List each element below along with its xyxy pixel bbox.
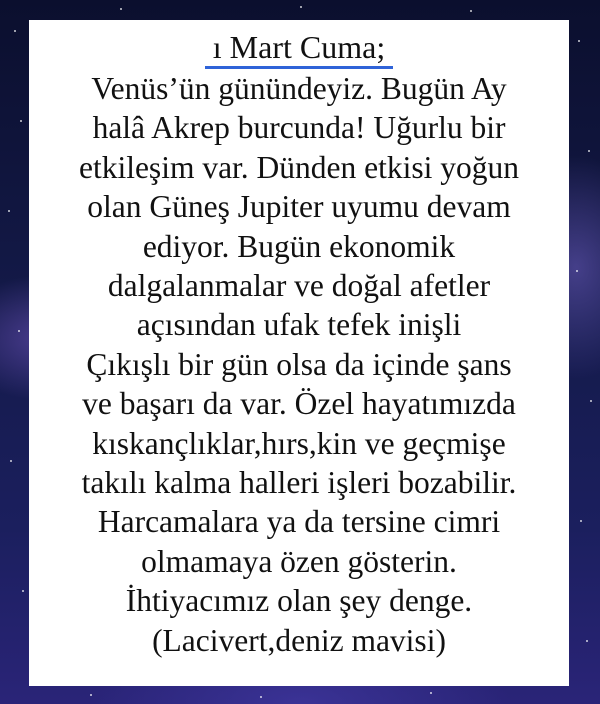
- star: [590, 400, 592, 402]
- star: [578, 40, 580, 42]
- star: [588, 150, 590, 152]
- text-line: Harcamalara ya da tersine cimri: [97, 504, 501, 540]
- star: [18, 330, 20, 332]
- star: [8, 210, 10, 212]
- text-line: (Lacivert,deniz mavisi): [152, 622, 446, 658]
- star: [430, 692, 432, 694]
- star: [300, 6, 302, 8]
- star: [20, 120, 22, 122]
- star: [90, 694, 92, 696]
- star: [14, 30, 16, 32]
- text-line: takılı kalma halleri işleri bozabilir.: [81, 465, 517, 501]
- star: [120, 8, 122, 10]
- text-line: Venüs’ün günündeyiz. Bugün Ay: [91, 71, 507, 106]
- text-line: kıskançlıklar,hırs,kin ve geçmişe: [92, 425, 506, 461]
- date-title: ı Mart Cuma;: [205, 28, 393, 69]
- star: [586, 640, 588, 642]
- text-line: İhtiyacımız olan şey denge.: [125, 583, 473, 619]
- text-line: olmamaya özen gösterin.: [141, 543, 457, 579]
- text-line: dalgalanmalar ve doğal afetler: [107, 268, 491, 304]
- star: [580, 520, 582, 522]
- text-card: [29, 20, 569, 686]
- star: [470, 10, 472, 12]
- star: [576, 270, 578, 272]
- text-line: ediyor. Bugün ekonomik: [142, 228, 456, 264]
- star: [260, 696, 262, 698]
- text-line: açısından ufak tefek inişli: [136, 307, 462, 343]
- star: [10, 460, 12, 462]
- text-line: ve başarı da var. Özel hayatımızda: [82, 386, 516, 422]
- star: [22, 590, 24, 592]
- text-line: halâ Akrep burcunda! Uğurlu bir: [92, 110, 506, 146]
- text-line: Çıkışlı bir gün olsa da içinde şans: [86, 346, 512, 382]
- text-line: etkileşim var. Dünden etkisi yoğun: [78, 149, 520, 185]
- text-line: olan Güneş Jupiter uyumu devam: [87, 189, 511, 225]
